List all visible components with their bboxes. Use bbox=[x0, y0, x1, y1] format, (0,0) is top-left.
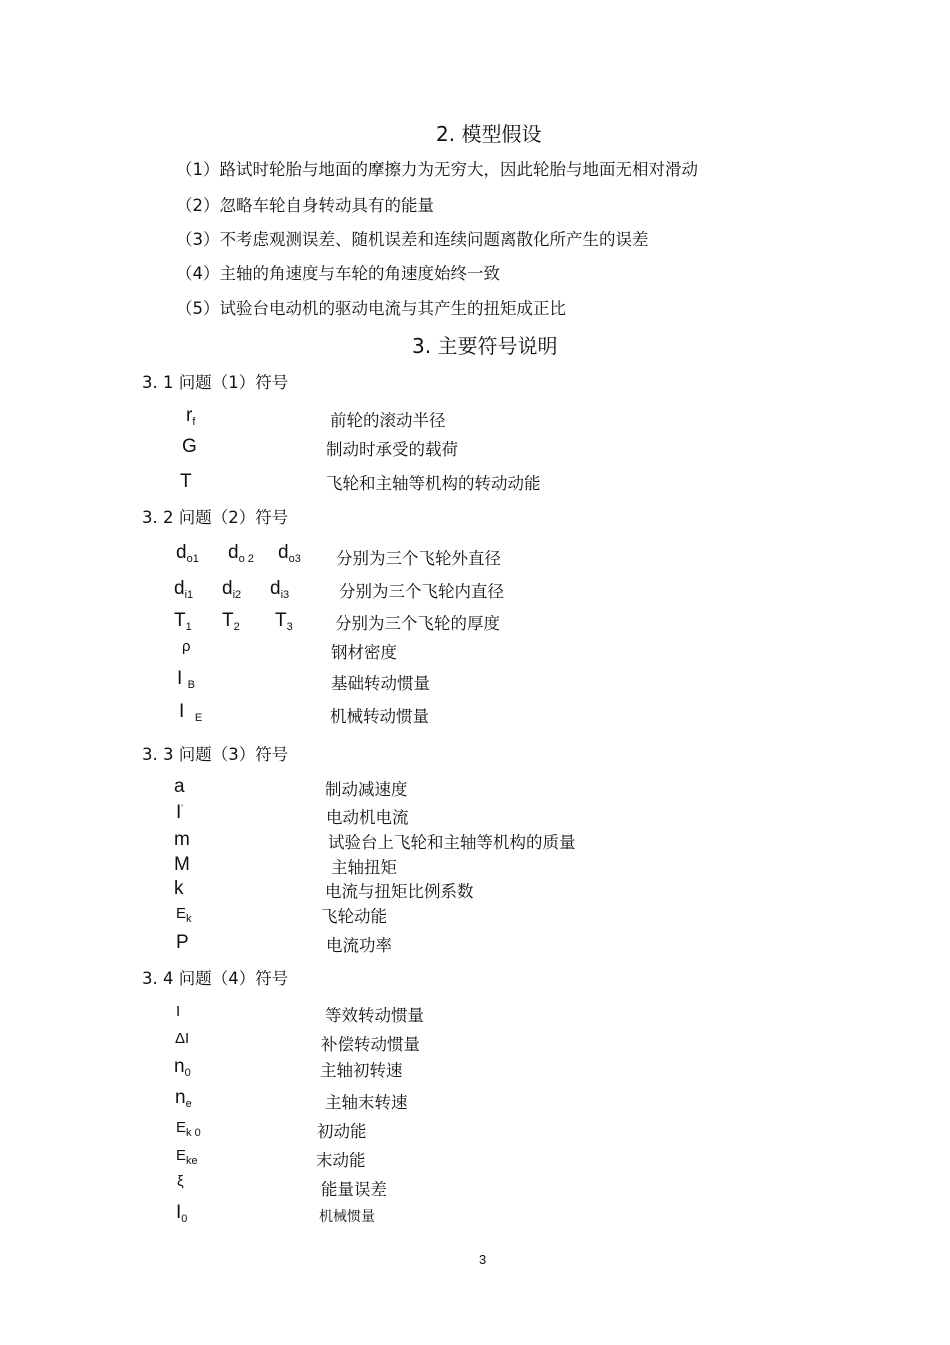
assumption-1: （1）路试时轮胎与地面的摩擦力为无穷大，因此轮胎与地面无相对滑动 bbox=[176, 160, 698, 179]
symbol-do1: $d_{o1}$ bbox=[176, 542, 199, 565]
symbol-di2: $d_{i2}$ bbox=[222, 578, 242, 601]
page-number: 3 bbox=[479, 1252, 487, 1267]
symbol-T-thickness-desc: 分别为三个飞轮的厚度 bbox=[335, 614, 500, 633]
symbol-M: M bbox=[174, 854, 190, 875]
symbol-T-desc: 飞轮和主轴等机构的转动动能 bbox=[326, 474, 541, 493]
assumption-3: （3）不考虑观测误差、随机误差和连续问题离散化所产生的误差 bbox=[176, 230, 649, 249]
assumption-5: （5）试验台电动机的驱动电流与其产生的扭矩成正比 bbox=[176, 299, 566, 318]
symbol-Ek: $E_k$ bbox=[176, 905, 192, 925]
symbol-do3: $d_{o3}$ bbox=[278, 542, 301, 565]
symbol-Ek0: $E_{k 0}$ bbox=[176, 1119, 201, 1139]
symbol-rho: ρ bbox=[182, 638, 191, 655]
symbol-P-desc: 电流功率 bbox=[326, 936, 392, 955]
symbol-Eke: $E_{ke}$ bbox=[176, 1147, 198, 1167]
symbol-ne-desc: 主轴末转速 bbox=[325, 1093, 408, 1112]
symbol-G-desc: 制动时承受的载荷 bbox=[326, 440, 458, 459]
symbol-T2: $T_2$ bbox=[222, 610, 240, 633]
symbol-IB: I $_B$ bbox=[177, 668, 195, 691]
subsection-3-1-title: 3. 1 问题（1）符号 bbox=[142, 373, 289, 392]
symbol-Ek-desc: 飞轮动能 bbox=[321, 907, 387, 926]
symbol-Eke-desc: 末动能 bbox=[316, 1151, 366, 1170]
symbol-di-desc: 分别为三个飞轮内直径 bbox=[339, 582, 504, 601]
symbol-I-prime-desc: 电动机电流 bbox=[326, 808, 409, 827]
symbol-xi-desc: 能量误差 bbox=[321, 1180, 387, 1199]
symbol-di3: $d_{i3}$ bbox=[270, 578, 290, 601]
subsection-3-3-title: 3. 3 问题（3）符号 bbox=[142, 745, 289, 764]
symbol-IE: I $_E$ bbox=[179, 701, 203, 724]
symbol-M-desc: 主轴扭矩 bbox=[331, 858, 397, 877]
symbol-di1: $d_{i1}$ bbox=[174, 578, 194, 601]
assumption-4: （4）主轴的角速度与车轮的角速度始终一致 bbox=[176, 264, 500, 283]
symbol-I0: $I_0$ bbox=[176, 1202, 188, 1225]
symbol-I-prime: I' bbox=[176, 802, 183, 823]
symbol-a: a bbox=[174, 776, 185, 797]
symbol-m-desc: 试验台上飞轮和主轴等机构的质量 bbox=[328, 833, 576, 852]
symbol-IB-desc: 基础转动惯量 bbox=[331, 674, 430, 693]
symbol-Ek0-desc: 初动能 bbox=[317, 1122, 367, 1141]
symbol-do2: $d_{o 2}$ bbox=[228, 542, 254, 565]
subsection-3-4-title: 3. 4 问题（4）符号 bbox=[142, 969, 289, 988]
symbol-delta-I: ΔI bbox=[175, 1030, 190, 1047]
symbol-rf: $r_f$ bbox=[186, 405, 196, 428]
symbol-I0-desc: 机械惯量 bbox=[319, 1209, 375, 1225]
section-2-title: 2. 模型假设 bbox=[436, 122, 542, 146]
symbol-IE-desc: 机械转动惯量 bbox=[330, 707, 429, 726]
symbol-ne: $n_e$ bbox=[175, 1087, 192, 1110]
symbol-T3: $T_3$ bbox=[275, 610, 293, 633]
symbol-xi: ξ bbox=[177, 1173, 184, 1190]
symbol-P: P bbox=[176, 932, 189, 953]
symbol-a-desc: 制动减速度 bbox=[325, 780, 408, 799]
section-3-title: 3. 主要符号说明 bbox=[412, 334, 558, 358]
symbol-delta-I-desc: 补偿转动惯量 bbox=[321, 1035, 420, 1054]
symbol-rf-desc: 前轮的滚动半径 bbox=[330, 411, 446, 430]
symbol-rho-desc: 钢材密度 bbox=[331, 643, 397, 662]
assumption-2: （2）忽略车轮自身转动具有的能量 bbox=[176, 196, 434, 215]
symbol-G: G bbox=[182, 436, 197, 457]
symbol-k: k bbox=[174, 878, 184, 899]
symbol-n0: $n_0$ bbox=[174, 1056, 191, 1079]
subsection-3-2-title: 3. 2 问题（2）符号 bbox=[142, 508, 289, 527]
symbol-do-desc: 分别为三个飞轮外直径 bbox=[336, 549, 501, 568]
symbol-I-equiv: I bbox=[176, 1003, 181, 1020]
symbol-m: m bbox=[174, 829, 190, 850]
symbol-T: T bbox=[180, 471, 192, 492]
symbol-T1: $T_1$ bbox=[174, 610, 192, 633]
symbol-n0-desc: 主轴初转速 bbox=[320, 1061, 403, 1080]
symbol-k-desc: 电流与扭矩比例系数 bbox=[325, 882, 474, 901]
symbol-I-equiv-desc: 等效转动惯量 bbox=[325, 1006, 424, 1025]
